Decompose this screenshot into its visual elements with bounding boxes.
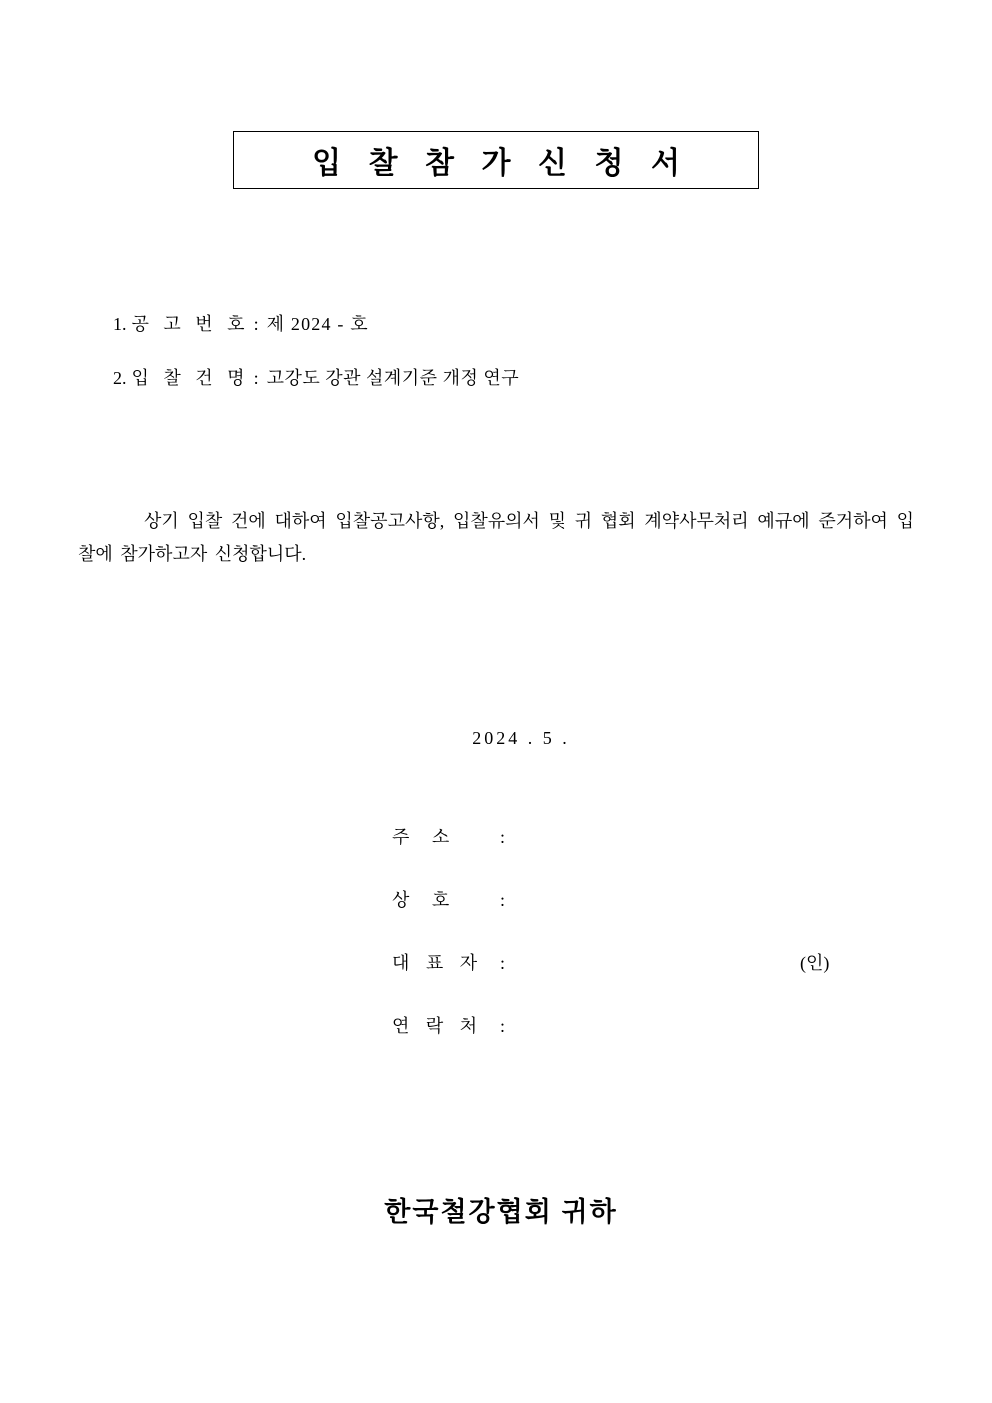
form-items-list: [113, 310, 913, 418]
signature-label-representative: 대 표 자: [392, 953, 484, 973]
page-title: 입 찰 참 가 신 청 서: [312, 147, 690, 180]
item-number: 2.: [113, 368, 127, 388]
recipient-line: 한국철강협회 귀하: [384, 1197, 618, 1227]
body-paragraph: 상기 입찰 건에 대하여 입찰공고사항, 입찰유의서 및 귀 협회 계약사무처리 예규에 준거하여 입찰에 참가하고자 신청합니다.: [78, 511, 914, 565]
signature-colon: :: [500, 890, 506, 910]
signature-label-address: 주 소: [392, 827, 459, 847]
title-container: [0, 131, 992, 189]
item-number: 1.: [113, 314, 127, 334]
signature-colon: :: [500, 953, 506, 973]
signature-row-company: [392, 886, 829, 912]
item-value-bid-title: 고강도 강관 설계기준 개정 연구: [266, 368, 520, 388]
item-colon: :: [253, 368, 259, 388]
item-label-notice-number: 공 고 번 호: [131, 314, 250, 334]
signature-row-contact: [392, 1012, 829, 1038]
title-box: [233, 131, 759, 189]
list-item: [113, 364, 913, 390]
list-item: [113, 310, 913, 336]
signature-label-contact: 연 락 처: [392, 1016, 484, 1036]
date-line: 2024 . 5 .: [472, 728, 570, 748]
signature-row-address: [392, 823, 829, 849]
item-label-bid-title: 입 찰 건 명: [131, 368, 250, 388]
item-colon: :: [253, 314, 259, 334]
signature-block: [392, 823, 829, 1075]
signature-colon: :: [500, 827, 506, 847]
signature-row-representative: [392, 949, 829, 975]
signature-label-company: 상 호: [392, 890, 459, 910]
signature-colon: :: [500, 1016, 506, 1036]
item-value-notice-number: 제 2024 - 호: [266, 314, 369, 334]
seal-mark: (인): [800, 953, 830, 973]
